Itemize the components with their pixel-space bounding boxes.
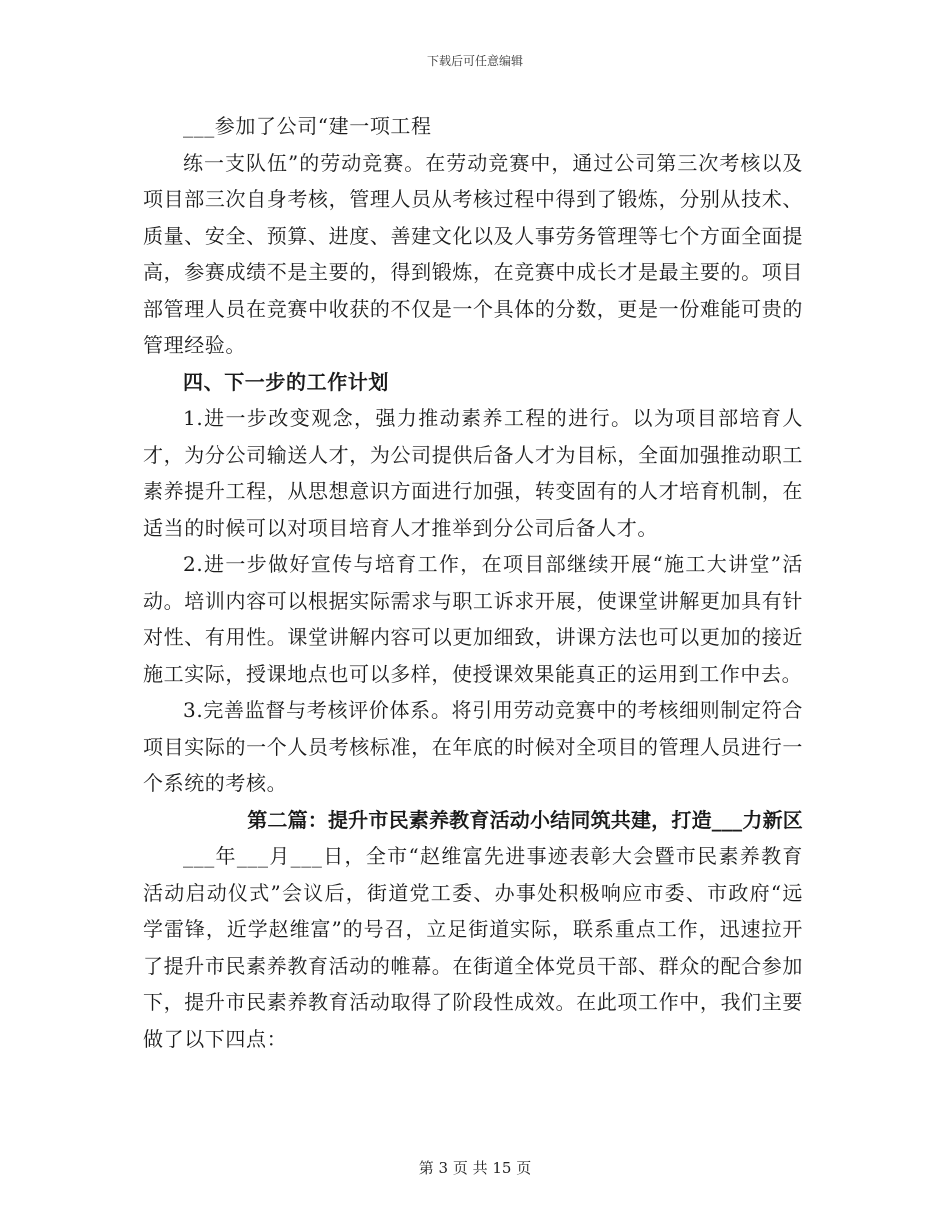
paragraph-intro: ___参加了公司“建一项工程: [183, 114, 432, 138]
document-body: [143, 108, 803, 1057]
plan-item-1: 1.进一步改变观念，强力推动素养工程的进行。以为项目部培育人才，为分公司输送人才，为公司提供后备人才为目标，全面加强推动职工素养提升工程，从思想意识方面进行加强，转变固有的人才培育机制，在适当的时候可以对项目培育人才推举到分公司后备人才。: [143, 406, 803, 540]
plan-item-2: 2.进一步做好宣传与培育工作，在项目部继续开展“施工大讲堂”活动。培训内容可以根据实际需求与职工诉求开展，使课堂讲解更加具有针对性、有用性。课堂讲解内容可以更加细致，讲课方法也可以更加的接近施工实际，授课地点也可以多样，使授课效果能真正的运用到工作中去。: [143, 552, 803, 686]
article-title-part-two: 第二篇：提升市民素养教育活动小结同筑共建，打造___力新区: [247, 807, 803, 832]
paragraph-part-two-intro: ___年___月___日，全市“赵维富先进事迹表彰大会暨市民素养教育活动启动仪式”会议后，街道党工委、办事处积极响应市委、市政府“远学雷锋，近学赵维富”的号召，立足街道实际，联系重点工作，迅速拉开了提升市民素养教育活动的帷幕。在街道全体党员干部、群众的配合参加下，提升市民素养教育活动取得了阶段性成效。在此项工作中，我们主要做了以下四点：: [143, 844, 803, 1051]
page-header: 下载后可任意编辑: [426, 54, 523, 68]
section-heading-next-steps: 四、下一步的工作计划: [183, 369, 389, 394]
page-number: 第 3 页 共 15 页: [418, 1159, 532, 1177]
paragraph-competition: 练一支队伍”的劳动竞赛。在劳动竞赛中，通过公司第三次考核以及项目部三次自身考核，管理人员从考核过程中得到了锻炼，分别从技术、质量、安全、预算、进度、善建文化以及人事劳务管理等七个方面全面提高，参赛成绩不是主要的，得到锻炼，在竞赛中成长才是最主要的。项目部管理人员在竞赛中收获的不仅是一个具体的分数，更是一份难能可贵的管理经验。: [143, 150, 803, 357]
plan-item-3: 3.完善监督与考核评价体系。将引用劳动竞赛中的考核细则制定符合项目实际的一个人员考核标准，在年底的时候对全项目的管理人员进行一个系统的考核。: [143, 698, 803, 795]
